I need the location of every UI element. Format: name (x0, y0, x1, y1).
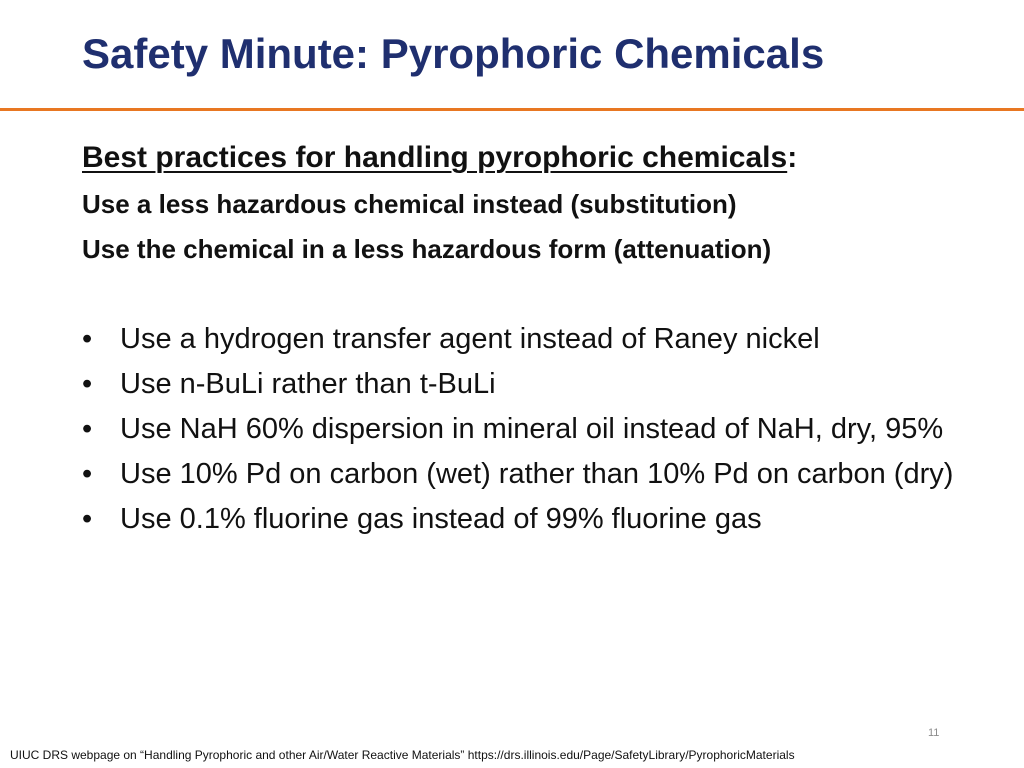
list-item-text: Use 10% Pd on carbon (wet) rather than 10% Pd on carbon (dry) (120, 458, 954, 490)
list-item-text: Use a hydrogen transfer agent instead of Raney nickel (120, 323, 820, 355)
list-item-text: Use 0.1% fluorine gas instead of 99% fluorine gas (120, 503, 762, 535)
page-number: 11 (928, 727, 940, 739)
best-practices-heading-text: Best practices for handling pyrophoric chemicals (82, 141, 788, 174)
list-item (82, 412, 962, 446)
bullet-icon: • (82, 368, 93, 400)
attenuation-strategy: Use the chemical in a less hazardous form (attenuation) (82, 234, 772, 264)
slide-title: Safety Minute: Pyrophoric Chemicals (82, 30, 825, 77)
heading-colon: : (787, 141, 798, 174)
bullet-icon: • (82, 458, 93, 490)
list-item-text: Use n-BuLi rather than t-BuLi (120, 368, 496, 400)
best-practices-list (82, 322, 962, 547)
list-item-text: Use NaH 60% dispersion in mineral oil instead of NaH, dry, 95% (120, 413, 944, 445)
list-item (82, 367, 962, 401)
substitution-strategy: Use a less hazardous chemical instead (substitution) (82, 189, 737, 219)
list-item (82, 322, 962, 356)
list-item (82, 502, 962, 536)
list-item (82, 457, 962, 491)
bullet-icon: • (82, 413, 93, 445)
bullet-icon: • (82, 503, 93, 535)
footer-citation: UIUC DRS webpage on “Handling Pyrophoric and other Air/Water Reactive Materials” https://drs.illinois.edu/Page/SafetyLibrary/PyrophoricMaterials (10, 748, 795, 762)
best-practices-heading (82, 140, 797, 176)
bullet-icon: • (82, 323, 93, 355)
title-divider (0, 108, 1024, 111)
